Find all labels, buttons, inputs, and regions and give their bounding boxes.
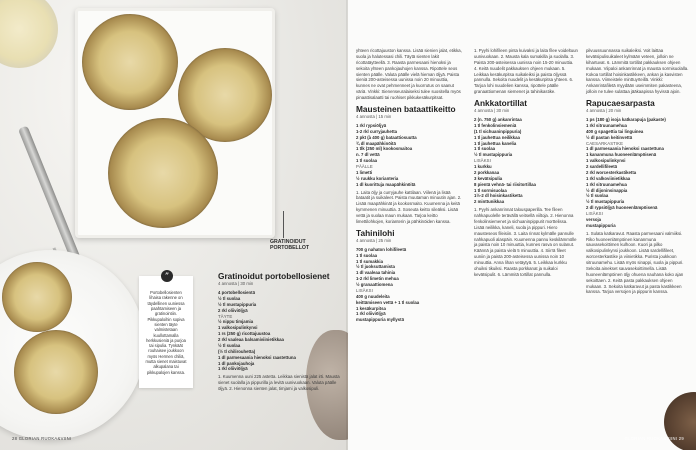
ingredient: ½ tl mustapippuria bbox=[586, 199, 625, 205]
ingredient: 1 tl suolaa bbox=[356, 158, 378, 164]
recipe-title: Gratinoidut portobellosienet bbox=[218, 271, 330, 281]
ingredient: mustapippuria bbox=[586, 222, 616, 228]
ingredient: 1 rkl valkoviinietikkaa bbox=[586, 175, 631, 181]
recipe-servings: 4 annosta | 30 min bbox=[218, 281, 254, 287]
recipe-steps: 1. Sulata katkaravut. Raasta parmesaani valmiiksi. Riko huoneenlämpöinen kananmuna sauvasekoittimen kulhoon. Kuori ja pilko valkosipulinkynsi joukkoon. Lisää sardellifileet, worcesterkastike ja viinietikka. Purista joukkoon sitruunamehu. Lisää myös sinappi, suola ja pippuri. Sekoita ainekset sauvasekoittimella. Lisää huoneenlämpöinen öljy ohuena nauhana koko ajan sekoittaen. 2. Keitä pasta pakkauksen ohjeen mukaan. 3. Sekoita katkaravut ja pasta kastikkeen kanssa. Tarjoa versojen ja pippurin kanssa. bbox=[586, 230, 684, 295]
ingredient: 1 kurkku bbox=[474, 164, 492, 169]
ingredient: ½ tl mustapippuria bbox=[474, 152, 513, 158]
ingredient-list bbox=[356, 123, 462, 188]
ingredient: 1 tl suolaa bbox=[356, 252, 378, 258]
recipe-steps: pilvuussuunnassa suikaleiksi. Voit laittaa kevätsipulisuikaleet kylmään veteen, jolloin ne kihartuvat. 6. Lämmitä tortillat pakkauksen ohjeen mukaan. Viipaloi ankanrinnat ja mausta sormisuolalla. Kokoa tortillat hoisinkastikkeen, ankan ja kasvisten kanssa. Viimeistele minttuyrteillä. Vinkki: Ankanrintafiletä myydään useimmiten pakasteena, jolloin ne tulee sulattaa jääkaapissa hyvissä ajoin. bbox=[586, 48, 689, 95]
recipe-column-3 bbox=[474, 48, 578, 279]
ingredient: 4 portobellosientä bbox=[218, 290, 256, 295]
right-page bbox=[348, 0, 696, 450]
ingredient-group-label: LISÄKSI bbox=[356, 287, 373, 293]
ingredient: 400 g spagettia tai linguinea bbox=[586, 128, 644, 134]
ingredient: ½ nippu timjamia bbox=[218, 319, 254, 325]
ingredient: 1 dl vaaleaa tahinia bbox=[356, 270, 396, 276]
recipe-servings: 4 annosta | 20 min bbox=[586, 108, 622, 114]
ingredient: (½ tl chilirouhetta) bbox=[218, 348, 256, 354]
ingredient-group-label: CAESARKASTIKE bbox=[586, 140, 624, 146]
page-footer-left: 28 GLORIAN RUOKA&VIINI bbox=[12, 436, 72, 441]
ingredient: 2 minttunikkaa bbox=[474, 199, 505, 205]
ingredient: ½ granaattiomena bbox=[356, 282, 393, 287]
ingredient: 1 tl suolaa bbox=[474, 146, 496, 152]
ingredient: 1 kesäkurpitsa bbox=[356, 305, 386, 311]
ingredient: 1 rkl rypsiöljyä bbox=[356, 122, 387, 128]
caption-pointer bbox=[283, 211, 284, 238]
recipe-column-1 bbox=[218, 268, 340, 393]
ingredient: 1 valkosipulinkynsi bbox=[586, 158, 626, 164]
recipe-servings: 4 annosta | 25 min bbox=[356, 237, 392, 243]
ingredient: 1 rkl sitruunamehua bbox=[586, 122, 627, 128]
ingredient: ½ dl dijoninsinappia bbox=[586, 187, 628, 193]
mushroom-image bbox=[664, 392, 696, 450]
ingredient: keittämiseen vettä + 1 tl suolaa bbox=[356, 299, 420, 305]
ingredient: ½ dl pastan keitinvettä bbox=[586, 134, 633, 140]
ingredient: 1 rkl oliiviöljyä bbox=[218, 366, 248, 372]
ingredient: 1 rs (250 g) ricottajuustoa bbox=[218, 331, 271, 337]
recipe-title: Tahinilohi bbox=[356, 227, 395, 238]
ingredient: 700 g nahaton lohifileetä bbox=[356, 246, 407, 252]
recipe-title: Mausteinen bataattikeitto bbox=[356, 103, 456, 114]
ingredient: 1 limetti bbox=[356, 169, 373, 175]
mushroom-image bbox=[108, 118, 218, 228]
ingredient: ½ ruukku korianteria bbox=[356, 175, 399, 181]
ingredient-list bbox=[356, 247, 462, 323]
ingredient: 2 rkl vaaleaa balsamiviinietikkaa bbox=[218, 337, 284, 342]
ingredient-list bbox=[218, 290, 340, 372]
ingredient: ¾ dl maapähkinöitä bbox=[356, 140, 396, 146]
recipe-column-4 bbox=[586, 48, 690, 296]
ingredient: 1 ps (180 g) isoja katkarapuja (pakaste) bbox=[586, 117, 666, 122]
ingredient: ½ tl suolaa bbox=[218, 295, 241, 301]
recipe-steps: yhteen ricottajuuston kanssa. Lisää sienien jalat, etikka, suola ja halutessasi chili. Täytä sienten lakit ricottatäytteellä. 3. Raasta parmesaani hienoksi ja sekoita yhteen pankojauhojen kanssa. Ripottele seos sienten päälle. Valuta päälle vielä hieman öljyä. Paista sieniä 200-asteisessa uunissa noin 20 minuuttia, kunnes ne ovat pehmenneet ja kuorrutus on saanut väriä. Vinkki: Sienenseuralaiseksi tulee suositella myös pinaattisalaatti tai ruohiset pikkukesäkurpitsat. bbox=[356, 48, 462, 100]
ingredient: ½ tl suolaa bbox=[586, 193, 609, 199]
ingredient: 2 pkt (à 400 g) bataattiosuutta bbox=[356, 134, 417, 140]
recipe-servings: 4 annosta | 15 min bbox=[356, 114, 392, 119]
ingredient: 1 tl fenkolinsiemeniä bbox=[474, 122, 517, 128]
recipe-steps: 1. Laita öljy ja curryjauhe kattilaan. Viilenä ja lisää bataatit ja suikaleet. Paista muutaman minuutin ajan. 2. Lisää maapähkinät ja kookosmaito. Kuumenna ja keitä kymmenen minuuttia. 3. Soseuta keitto sileäksi. Lisää vettä ja suolaa maun mukaan. Tarjoa keitto limettilohkojen, korianterin ja pähkinöiden kanssa. bbox=[356, 189, 462, 224]
ingredient: 2 (n. 750 g) ankanrintaa bbox=[474, 117, 522, 122]
ingredient: 1 kananmuna huoneenlämpöisenä bbox=[586, 152, 657, 158]
caption-line-1: GRATINOIDUT bbox=[270, 239, 306, 245]
ingredient-group-label: LISÄKSI bbox=[474, 158, 491, 164]
ingredient: 1-2 rkl limetin mehua bbox=[356, 276, 399, 282]
ingredient: n. 7 dl vettä bbox=[356, 152, 380, 158]
recipe-steps: 1. Pyyhi lohifileen pinta kuivaksi ja laita filee voideltuun uunivuokaan. 2. Mausta kala sumakilla ja suolalla. 3. Paista 200-asteisessa uunissa noin 15-20 minuuttia. 4. Keitä nuudelit pakkauksen ohjeen mukaan. 5. Leikkaa kesäkurpitsa suikaleiksi ja paista öljyssä pannulla. Sekoita nuudelit ja kesäkurpitsa yhteen. 6. Tarjoa lohi nuudelien kanssa, ripottele päälle granaattiomenan siemenet ja tahinikastike. bbox=[474, 48, 578, 95]
ingredient: 2 dl rypsiöljyä huoneenlämpöisenä bbox=[586, 205, 658, 211]
ingredient: versoja bbox=[586, 216, 602, 222]
ingredient: 2 porkkanaa bbox=[474, 169, 500, 175]
photo-caption bbox=[270, 240, 309, 252]
ingredient: 2 rkl worcesterkastiketta bbox=[586, 169, 637, 175]
recipe-steps: 1. Kuumenna uuni 225 astetta. Leikkaa sienistä jalat irti. Mausta sienet suolalla ja pippurilla ja levitä uunivuokaan. Valuta päälle öljyä. 2. Hienonna sienten jalat, timjami ja valkosipuli. bbox=[218, 374, 340, 391]
ingredient: 3 kevätsipulia bbox=[474, 175, 503, 181]
recipe-title: Rapucaesarpasta bbox=[586, 98, 655, 108]
mushroom-image bbox=[82, 14, 178, 110]
ingredient: 2 rkl oliiviöljyä bbox=[218, 307, 248, 313]
ingredient: 1½-2 dl hoisinkastiketta bbox=[474, 193, 523, 199]
ingredient: 1 dl parmesaania hienoksi raastettuna bbox=[586, 146, 664, 152]
ingredient: ½ tl mustapippuria bbox=[218, 301, 257, 307]
ingredient-group-label: PÄÄLLE bbox=[356, 164, 373, 169]
ingredient: 1 dl parmesaania hienoksi raastettuna bbox=[218, 354, 296, 360]
ingredient-list bbox=[586, 117, 690, 229]
ingredient: 1 rkl oliiviöljyä bbox=[356, 311, 386, 317]
ingredient: ½ tl juoksuttamista bbox=[356, 264, 395, 270]
recipe-column-2 bbox=[356, 48, 462, 325]
quote-text: Portobellosienten lihaisa rakenne on täydellinen uuniessa paahtamiseen ja gratinointiin. Pikkupaloihin sopiva sienten täyte valmistetaan kuullottamalla herkkusieniä ja purjoa tai sipulia. Tynkäät rouhaisee joukkoon myös Hermen chiliä, mutta sienet maistuvat alkupalana tai pikkupalojen kanssa. bbox=[145, 290, 187, 375]
ingredient: ½ tl suolaa bbox=[218, 342, 241, 348]
ingredient-group-label: LISÄKSI bbox=[586, 211, 603, 216]
ingredient: 1 dl kuorittuja maapähkinöitä bbox=[356, 181, 416, 187]
ingredient-group-label: TÄYTE bbox=[218, 313, 233, 319]
mushroom-image bbox=[2, 262, 72, 332]
ingredient: 1 tl jauhettua neilikkaa bbox=[474, 134, 520, 140]
ingredient: 1 tl sumakkia bbox=[356, 258, 383, 264]
ingredient: 1 tlk (250 ml) kookosmaitoa bbox=[356, 146, 413, 152]
recipe-servings: 4 annosta | 30 min bbox=[474, 108, 510, 114]
ingredient: 1 valkosipulinkynsi bbox=[218, 325, 258, 331]
ingredient: 8 pientä vehnä- tai riisitortillaa bbox=[474, 181, 536, 187]
ingredient: 1 tl sormisuolaa bbox=[474, 187, 507, 193]
ingredient: 2 sardellifileetä bbox=[586, 164, 618, 169]
recipe-steps: 1. Pyyhi ankanrinnat talouspaperilla. Tee fileen nahkapuolelle terävällä veitsellä viiltoja. 2. Hienonna fenkolinsiemenet ja sichuaninpippurit morttelissa. Lisää neilikka, kaneli, suola ja pippuri. Hiero mausteseos fileisiin. 3. Laita rinnat kylmälle pannulle nahkapuoli alaspäin. Kuumenna pannu keskilämmölle ja paista noin 10 minuuttia, kunnes rasva on sulanut. Käännä ja paista vielä 5 minuuttia. 4. Siirrä fileet uuniin ja paista 200-asteisessa uunissa noin 10 minuuttia. Anna lihan vetäytyä. 5. Leikkaa kurkku ohuiksi tikuiksi. Raasta porkkanat ja suikaloi kevätsipulit. 6. Lämmitä tortillat pannulla. bbox=[474, 207, 577, 277]
quote-box bbox=[139, 276, 193, 388]
ingredient: 1 dl pankojauhoja bbox=[218, 360, 255, 366]
recipe-title: Ankkatortillat bbox=[474, 98, 528, 108]
ingredient: 1 rkl sitruunamehua bbox=[586, 181, 627, 187]
ingredient: (1 tl sichuaninpippuria) bbox=[474, 128, 522, 134]
ingredient: 1 tl jauhettua kanelia bbox=[474, 140, 517, 146]
page-footer-right: GLORIAN RUOKA&VIINI 29 bbox=[624, 436, 684, 441]
ingredient: 400 g nuudeleita bbox=[356, 293, 390, 299]
ingredient-list bbox=[474, 117, 578, 205]
caption-line-2: PORTOBELLOT bbox=[270, 244, 310, 251]
quote-mark-icon: ” bbox=[161, 270, 173, 282]
ingredient: 1-2 rkl curryjauhetta bbox=[356, 128, 398, 134]
mushroom-image bbox=[14, 330, 98, 414]
ingredient: mustapippuria myllystä bbox=[356, 317, 404, 323]
